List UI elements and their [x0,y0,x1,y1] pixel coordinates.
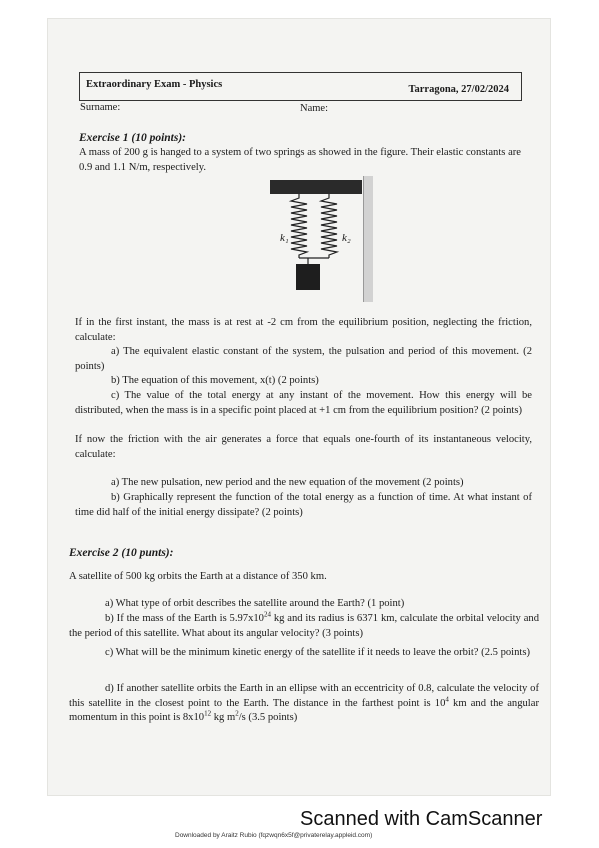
exercise1-qc: c) The value of the total energy at any instant of the movement. How this energy will be distributed, when the mass is in a specific point placed at +1 cm from the equilibrium position? (2 points) [75,390,532,416]
exercise2-intro: A satellite of 500 kg orbits the Earth at a distance of 350 km. [69,571,327,582]
exercise2-qc: c) What will be the minimum kinetic energy of the satellite if it needs to leave the orbit? (2.5 points) [105,647,531,658]
exercise1-title: Exercise 1 (10 points): [79,132,187,144]
place-date: Tarragona, 27/02/2024 [408,84,509,95]
exercise1-qb2: b) Graphically represent the function of the total energy as a function of time. At what instant of time did half of the initial energy dissipate? (2 points) [75,492,532,518]
exercise1-intro: A mass of 200 g is hanged to a system of two springs as showed in the figure. Their elastic constants are 0.9 and 1.1 N/m, respectively. [79,147,521,173]
surname-label: Surname: [80,102,121,113]
name-label: Name: [300,103,328,114]
exercise1-qa: a) The equivalent elastic constant of the system, the pulsation and period of this movement. (2 points) [75,346,532,372]
k2-label: k₂ [342,232,351,244]
mass-block [296,264,320,290]
exercise2-qb: b) If the mass of the Earth is $5.97x10^{24}$ kg and its radius is 6371 km, calculate the orbital velocity and the period of this satellite. What about its angular velocity? (3 points) [69,610,539,639]
exercise1-qa2: a) The new pulsation, new period and the new equation of the movement (2 points) [111,477,464,488]
exercise1-friction: If now the friction with the air generates a force that equals one-fourth of its instantaneous velocity, calculate: [75,434,532,460]
exercise1-condition: If in the first instant, the mass is at rest at -2 cm from the equilibrium position, neglecting the friction, calculate: [75,317,532,343]
spring-figure [268,172,378,302]
exercise2-qa: a) What type of orbit describes the satellite around the Earth? (1 point) [105,598,405,609]
k1-label: k₁ [280,232,289,244]
exercise1-qb: b) The equation of this movement, x(t) (2 points) [111,375,319,386]
exercise2-title: Exercise 2 (10 punts): [69,547,174,559]
exam-title: Extraordinary Exam - Physics [86,79,223,90]
download-note: Downloaded by Araitz Rubio (fqzwqn6x5f@privaterelay.appleid.com) [175,832,373,839]
exercise2-qd: d) If another satellite orbits the Earth in an ellipse with an eccentricity of 0.8, calculate the velocity of this satellite in the closest point to the Earth. The distance in the farthest point is $10^4$ km and the angular momentum in this point is $8x10^{12}$ kg $m^2/s$ (3.5 points) [69,683,539,723]
camscanner-watermark: Scanned with CamScanner [300,808,543,830]
